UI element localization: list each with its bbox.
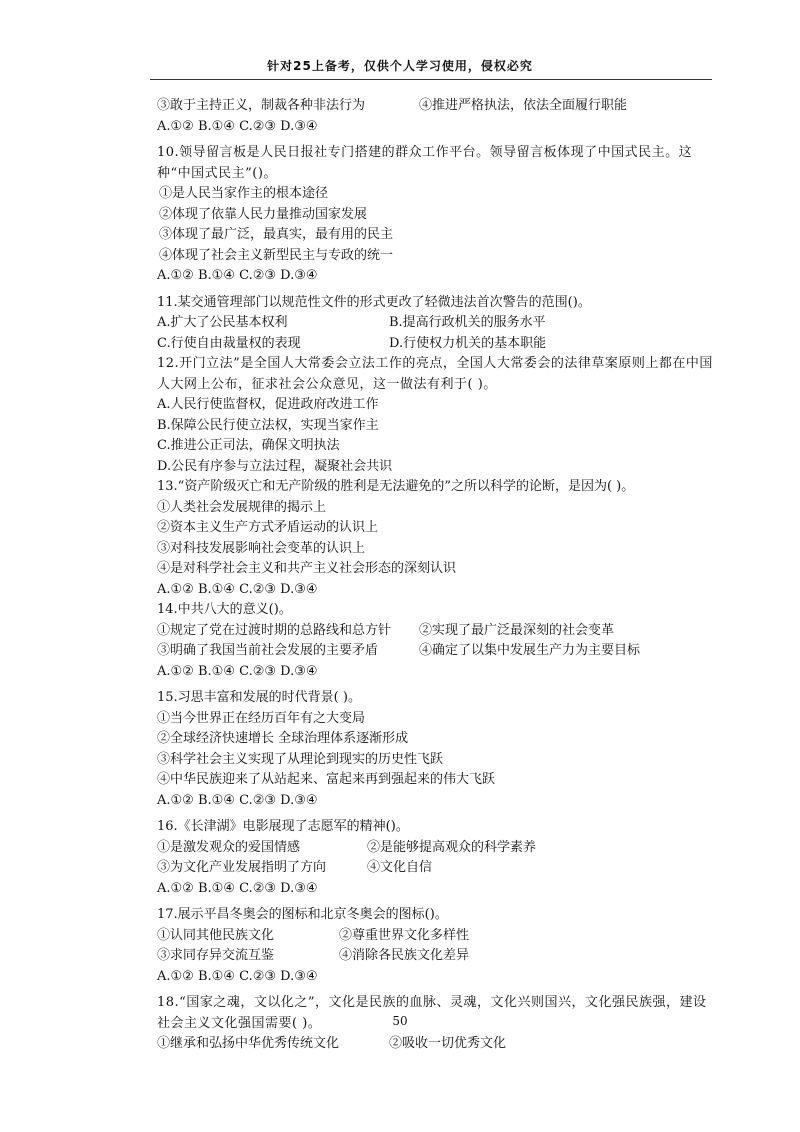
- q18-option-1: ①继承和弘扬中华优秀传统文化: [157, 1036, 340, 1051]
- q9-option-4: ④推进严格执法，依法全面履行职能: [419, 98, 628, 113]
- q17-answers: A.①② B.①④ C.②③ D.③④: [157, 968, 318, 984]
- q17-option-4: ④消除各民族文化差异: [339, 948, 470, 963]
- q15-option-3: ③科学社会主义实现了从理论到现实的历史性飞跃: [157, 751, 444, 767]
- q9-answers: A.①② B.①④ C.②③ D.③④: [157, 118, 318, 134]
- q12-option-d: D.公民有序参与立法过程，凝聚社会共识: [157, 458, 393, 474]
- q12-option-a: A.人民行使监督权，促进政府改进工作: [157, 397, 379, 412]
- q13-option-2: ②资本主义生产方式矛盾运动的认识上: [157, 520, 379, 535]
- q14-option-3: ③明确了我国当前社会发展的主要矛盾: [157, 643, 379, 658]
- q12-option-b: B.保障公民行使立法权，实现当家作主: [157, 417, 379, 433]
- q18-stem: 18.“国家之魂，文以化之”，文化是民族的血脉、灵魂，文化兴则国兴，文化强民族强，建设社会主义文化强国需要( )。: [157, 995, 707, 1031]
- page-number: 50: [392, 1014, 408, 1028]
- q15-option-4: ④中华民族迎来了从站起来、富起来再到强起来的伟大飞跃: [157, 772, 496, 787]
- q14-options-row-2: [157, 641, 713, 662]
- q11-option-b: B.提高行政机关的服务水平: [389, 315, 546, 330]
- q13-answers: A.①② B.①④ C.②③ D.③④: [157, 581, 318, 597]
- q13-option-3: ③对科技发展影响社会变革的认识上: [157, 540, 366, 556]
- q13-option-1: ①人类社会发展规律的揭示上: [157, 499, 327, 515]
- q14-options-row-1: [157, 621, 713, 642]
- q11-option-a: A.扩大了公民基本权利: [157, 315, 288, 330]
- q16-answers: A.①② B.①④ C.②③ D.③④: [157, 880, 318, 896]
- q10-option-2: ②体现了依靠人民力量推动国家发展: [159, 206, 368, 222]
- q15-option-1: ①当今世界正在经历百年有之大变局: [157, 710, 366, 726]
- q13-option-4: ④是对科学社会主义和共产主义社会形态的深刻认识: [157, 561, 457, 576]
- q11-options-row-2: [157, 334, 713, 355]
- page-header: 针对25上备考，仅供个人学习使用，侵权必究: [267, 59, 533, 73]
- header-rule: [150, 79, 712, 80]
- q15-stem: 15.习思丰富和发展的时代背景( )。: [157, 690, 361, 705]
- q16-option-1: ①是激发观众的爱国情感: [157, 839, 301, 855]
- q17-options-row-2: [157, 946, 713, 967]
- q18-options-row-1: [157, 1034, 713, 1055]
- q16-option-4: ④文化自信: [367, 860, 433, 875]
- q11-stem: 11.某交通管理部门以规范性文件的形式更改了轻微违法首次警告的范围()。: [157, 294, 591, 310]
- q13-stem: 13.“资产阶级灭亡和无产阶级的胜利是无法避免的”之所以科学的论断，是因为( )。: [157, 479, 635, 494]
- q11-option-c: C.行使自由裁量权的表现: [157, 335, 301, 351]
- q10-option-1: ①是人民当家作主的根本途径: [159, 186, 329, 201]
- q10-answers: A.①② B.①④ C.②③ D.③④: [157, 268, 318, 283]
- q11-option-d: D.行使权力机关的基本职能: [389, 335, 547, 351]
- q16-option-2: ②是能够提高观众的科学素养: [367, 839, 537, 855]
- q17-option-2: ②尊重世界文化多样性: [339, 927, 470, 943]
- q14-option-2: ②实现了最广泛最深刻的社会变革: [419, 622, 615, 638]
- q17-options-row-1: [157, 926, 713, 947]
- q16-options-row-2: [157, 858, 713, 879]
- q9-option-3: ③敢于主持正义，制裁各种非法行为: [157, 98, 366, 113]
- q9-options-row: [157, 96, 713, 117]
- q12-stem: 12.开门立法”是全国人大常委会立法工作的亮点，全国人大常委会的法律草案原则上都在中国人大网上公布，征求社会公众意见，这一做法有利于( )。: [157, 356, 713, 392]
- q14-option-1: ①规定了党在过渡时期的总路线和总方针: [157, 622, 392, 638]
- q10-option-4: ④体现了社会主义新型民主与专政的统一: [159, 247, 394, 263]
- q17-option-1: ①认同其他民族文化: [157, 927, 275, 943]
- q10-option-3: ③体现了最广泛，最真实，最有用的民主: [159, 227, 394, 242]
- q14-option-4: ④确定了以集中发展生产力为主要目标: [419, 643, 641, 658]
- q14-stem: 14.中共八大的意义()。: [157, 602, 292, 617]
- q16-stem: 16.《长津湖》电影展现了志愿军的精神()。: [157, 819, 409, 834]
- q17-option-3: ③求同存异交流互鉴: [157, 948, 275, 963]
- q11-options-row-1: [157, 313, 713, 334]
- q18-option-2: ②吸收一切优秀文化: [389, 1036, 507, 1051]
- q17-stem: 17.展示平昌冬奥会的图标和北京冬奥会的图标()。: [157, 907, 448, 922]
- q10-stem: 10.领导留言板是人民日报社专门搭建的群众工作平台。领导留言板体现了中国式民主。这种“中国式民主”()。: [157, 145, 693, 181]
- q15-option-2: ②全球经济快速增长 全球治理体系逐渐形成: [157, 731, 409, 746]
- question-content: [157, 96, 713, 1055]
- q16-options-row-1: [157, 838, 713, 859]
- q15-answers: A.①② B.①④ C.②③ D.③④: [157, 792, 318, 808]
- q14-answers: A.①② B.①④ C.②③ D.③④: [157, 663, 318, 679]
- q16-option-3: ③为文化产业发展指明了方向: [157, 860, 327, 875]
- q12-option-c: C.推进公正司法，确保文明执法: [157, 438, 340, 453]
